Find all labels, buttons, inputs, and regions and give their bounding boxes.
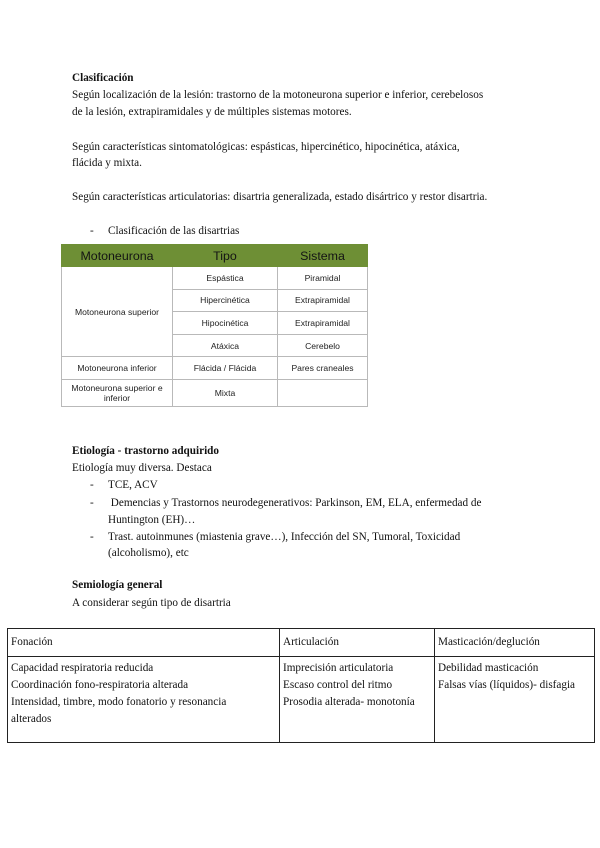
table-row: [62, 357, 368, 380]
classification-table-header: [62, 245, 368, 267]
cell-motoneurona-superior: Motoneurona superior: [62, 267, 173, 357]
cell-motoneurona-mixta-line2: inferior: [103, 392, 131, 403]
cell-motoneurona-inferior: Motoneurona inferior: [62, 357, 173, 380]
cell-tipo: Hipocinética: [173, 312, 278, 335]
paragraph-sintomatologicas-line2: flácida y mixta.: [72, 157, 142, 169]
semiologia-table: [7, 628, 595, 743]
table-row: [62, 379, 368, 406]
bullet-clasificacion-disartrias: Clasificación de las disartrias: [108, 225, 240, 237]
etiologia-intro: Etiología muy diversa. Destaca: [72, 462, 212, 474]
section-heading-clasificacion: Clasificación: [72, 72, 134, 84]
list-item: Falsas vías (líquidos)- disfagia: [438, 679, 576, 691]
cell-masticacion: [435, 657, 595, 743]
section-heading-semiologia: Semiología general: [72, 579, 163, 591]
list-item: Escaso control del ritmo: [283, 679, 393, 691]
semiologia-intro: A considerar según tipo de disartria: [72, 597, 231, 609]
list-item: Intensidad, timbre, modo fonatorio y resonancia: [11, 696, 227, 708]
cell-sistema: Cerebelo: [278, 334, 368, 357]
bullet-dash: -: [90, 225, 94, 237]
cell-tipo: Flácida / Flácida: [173, 357, 278, 380]
paragraph-localizacion-line2: de la lesión, extrapiramidales y de múltiples sistemas motores.: [72, 106, 352, 118]
cell-sistema: Extrapiramidal: [278, 312, 368, 335]
paragraph-articulatorias: Según características articulatorias: disartria generalizada, estado disártrico y restor disartria.: [72, 191, 488, 203]
cell-tipo: Espástica: [173, 267, 278, 290]
list-item-demencias-line2: Huntington (EH)…: [108, 514, 196, 526]
paragraph-localizacion-line1: Según localización de la lesión: trastorno de la motoneurona superior e inferior, cerebelosos: [72, 89, 484, 101]
list-item-tce: TCE, ACV: [108, 479, 158, 491]
cell-sistema-empty: [278, 379, 368, 406]
cell-tipo: Atáxica: [173, 334, 278, 357]
semiologia-table-header: [8, 629, 595, 657]
cell-tipo: Mixta: [173, 379, 278, 406]
cell-sistema: Extrapiramidal: [278, 289, 368, 312]
list-item: alterados: [11, 713, 52, 725]
header-tipo: Tipo: [173, 245, 278, 267]
cell-fonacion: [8, 657, 280, 743]
cell-articulacion: [280, 657, 435, 743]
list-item-autoinmunes-line2: (alcoholismo), etc: [108, 547, 189, 559]
paragraph-sintomatologicas-line1: Según características sintomatológicas: espásticas, hipercinético, hipocinética, atáxica,: [72, 141, 460, 153]
list-item: Imprecisión articulatoria: [283, 662, 394, 674]
header-articulacion: Articulación: [280, 629, 435, 657]
header-motoneurona: Motoneurona: [62, 245, 173, 267]
header-fonacion: Fonación: [8, 629, 280, 657]
cell-motoneurona-mixta: [62, 379, 173, 406]
list-item-autoinmunes: Trast. autoinmunes (miastenia grave…), Infección del SN, Tumoral, Toxicidad: [108, 531, 461, 543]
table-row: [8, 657, 595, 743]
cell-tipo: Hipercinética: [173, 289, 278, 312]
list-item-demencias: Demencias y Trastornos neurodegenerativos: Parkinson, EM, ELA, enfermedad de: [108, 497, 482, 509]
list-item: Capacidad respiratoria reducida: [11, 662, 154, 674]
header-sistema: Sistema: [278, 245, 368, 267]
list-dash: -: [90, 497, 94, 509]
list-item: Prosodia alterada- monotonía: [283, 696, 415, 708]
section-heading-etiologia: Etiología - trastorno adquirido: [72, 445, 219, 457]
list-item: Debilidad masticación: [438, 662, 539, 674]
list-dash: -: [90, 531, 94, 543]
cell-sistema: Pares craneales: [278, 357, 368, 380]
classification-table: [61, 244, 368, 407]
table-row: [62, 267, 368, 290]
cell-motoneurona-mixta-line1: Motoneurona superior e: [71, 382, 163, 393]
list-dash: -: [90, 479, 94, 491]
header-masticacion: Masticación/deglución: [435, 629, 595, 657]
cell-sistema: Piramidal: [278, 267, 368, 290]
list-item: Coordinación fono-respiratoria alterada: [11, 679, 189, 691]
